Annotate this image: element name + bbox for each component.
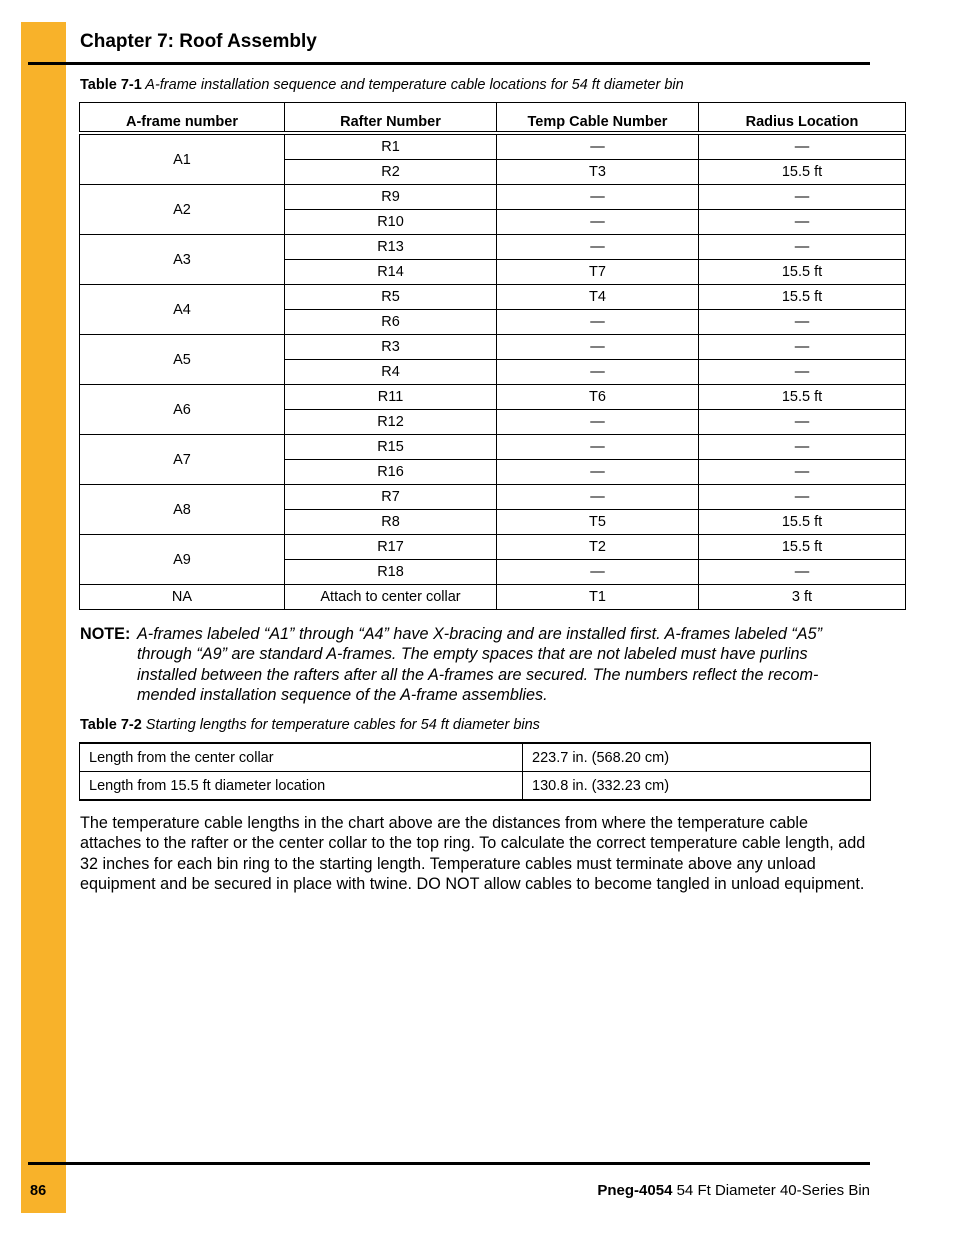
note-label: NOTE:	[80, 625, 131, 643]
radius-location-cell: 15.5 ft	[699, 510, 906, 535]
table-row	[80, 585, 906, 610]
table1-caption	[80, 77, 684, 93]
table-row	[80, 772, 871, 801]
table1-body	[80, 133, 906, 610]
table1-header-row	[80, 103, 906, 134]
table-row	[80, 185, 906, 210]
aframe-number-cell: A1	[80, 133, 285, 185]
rafter-number-cell: R3	[285, 335, 497, 360]
table-row	[80, 133, 906, 160]
aframe-number-cell: A8	[80, 485, 285, 535]
cable-length-label: Length from the center collar	[80, 743, 523, 772]
temp-cable-cell: T1	[497, 585, 699, 610]
radius-location-cell: —	[699, 133, 906, 160]
rafter-number-cell: R2	[285, 160, 497, 185]
rafter-number-cell: R1	[285, 133, 497, 160]
temp-cable-cell: —	[497, 435, 699, 460]
temp-cable-cell: T5	[497, 510, 699, 535]
aframe-sequence-table	[79, 102, 906, 610]
temp-cable-cell: T7	[497, 260, 699, 285]
radius-location-cell: 15.5 ft	[699, 260, 906, 285]
rafter-number-cell: R17	[285, 535, 497, 560]
temp-cable-cell: —	[497, 335, 699, 360]
table-row	[80, 285, 906, 310]
temp-cable-cell: —	[497, 485, 699, 510]
temp-cable-cell: —	[497, 360, 699, 385]
aframe-number-cell: NA	[80, 585, 285, 610]
radius-location-cell: —	[699, 235, 906, 260]
radius-location-cell: 15.5 ft	[699, 160, 906, 185]
aframe-number-cell: A6	[80, 385, 285, 435]
note-text: A-frames labeled “A1” through “A4” have X-bracing and are installed first. A-frames labeled “A5” through “A9” are standard A-frames. The empty spaces that are not labeled must have purlins installed between the rafters after all the A-frames are secured. The numbers reflect the recom-mended installation sequence of the A-frame assemblies.	[137, 625, 822, 704]
radius-location-cell: —	[699, 360, 906, 385]
radius-location-cell: —	[699, 335, 906, 360]
radius-location-cell: —	[699, 410, 906, 435]
radius-location-cell: 15.5 ft	[699, 385, 906, 410]
table2-caption-text: Starting lengths for temperature cables for 54 ft diameter bins	[141, 717, 540, 733]
aframe-number-cell: A5	[80, 335, 285, 385]
temp-cable-cell: T3	[497, 160, 699, 185]
radius-location-cell: —	[699, 310, 906, 335]
col-header-aframe: A-frame number	[80, 103, 285, 134]
aframe-number-cell: A2	[80, 185, 285, 235]
table2-caption-label: Table 7-2	[80, 717, 142, 733]
chapter-title: Chapter 7: Roof Assembly	[80, 31, 317, 52]
rafter-number-cell: R13	[285, 235, 497, 260]
table1-caption-text: A-frame installation sequence and temperature cable locations for 54 ft diameter bin	[141, 77, 684, 93]
temp-cable-cell: —	[497, 460, 699, 485]
rafter-number-cell: R18	[285, 560, 497, 585]
rafter-number-cell: R10	[285, 210, 497, 235]
temp-cable-cell: —	[497, 185, 699, 210]
table1-caption-label: Table 7-1	[80, 77, 142, 93]
footer-doc-id: Pneg-4054	[597, 1182, 673, 1199]
radius-location-cell: —	[699, 560, 906, 585]
rafter-number-cell: R7	[285, 485, 497, 510]
cable-length-value: 223.7 in. (568.20 cm)	[523, 743, 871, 772]
table-row	[80, 435, 906, 460]
footer-doc-name: 54 Ft Diameter 40-Series Bin	[672, 1182, 870, 1199]
footer-rule	[28, 1162, 870, 1165]
temp-cable-cell: T4	[497, 285, 699, 310]
cable-lengths-table	[79, 742, 871, 801]
aframe-number-cell: A4	[80, 285, 285, 335]
col-header-temp-cable: Temp Cable Number	[497, 103, 699, 134]
radius-location-cell: 15.5 ft	[699, 285, 906, 310]
radius-location-cell: 15.5 ft	[699, 535, 906, 560]
cable-length-value: 130.8 in. (332.23 cm)	[523, 772, 871, 801]
rafter-number-cell: R6	[285, 310, 497, 335]
temp-cable-cell: —	[497, 410, 699, 435]
rafter-number-cell: R11	[285, 385, 497, 410]
rafter-number-cell: R14	[285, 260, 497, 285]
radius-location-cell: —	[699, 435, 906, 460]
temp-cable-cell: —	[497, 310, 699, 335]
radius-location-cell: —	[699, 185, 906, 210]
aframe-number-cell: A9	[80, 535, 285, 585]
radius-location-cell: —	[699, 210, 906, 235]
rafter-number-cell: R15	[285, 435, 497, 460]
temp-cable-cell: —	[497, 133, 699, 160]
aframe-number-cell: A7	[80, 435, 285, 485]
temp-cable-cell: T6	[497, 385, 699, 410]
temp-cable-cell: —	[497, 235, 699, 260]
col-header-radius: Radius Location	[699, 103, 906, 134]
rafter-number-cell: R9	[285, 185, 497, 210]
chapter-sidebar-tab	[21, 22, 66, 1213]
radius-location-cell: —	[699, 485, 906, 510]
col-header-rafter: Rafter Number	[285, 103, 497, 134]
header-rule	[28, 62, 870, 65]
rafter-number-cell: R12	[285, 410, 497, 435]
temp-cable-cell: T2	[497, 535, 699, 560]
rafter-number-cell: R5	[285, 285, 497, 310]
aframe-number-cell: A3	[80, 235, 285, 285]
radius-location-cell: 3 ft	[699, 585, 906, 610]
table-row	[80, 535, 906, 560]
table-row	[80, 335, 906, 360]
table-row	[80, 485, 906, 510]
rafter-number-cell: R8	[285, 510, 497, 535]
rafter-number-cell: R16	[285, 460, 497, 485]
table2-caption	[80, 717, 540, 733]
table-row	[80, 743, 871, 772]
table-row	[80, 385, 906, 410]
temperature-cable-paragraph: The temperature cable lengths in the chart above are the distances from where the temperature cable attaches to the rafter or the center collar to the top ring. To calculate the correct temperature cable length, add 32 inches for each bin ring to the starting length. Temperature cables must terminate above any unload equipment and be secured in place with twine. DO NOT allow cables to become tangled in unload equipment.	[80, 814, 866, 893]
installation-note	[80, 624, 870, 705]
page-number: 86	[30, 1183, 47, 1199]
cable-length-label: Length from 15.5 ft diameter location	[80, 772, 523, 801]
radius-location-cell: —	[699, 460, 906, 485]
table-row	[80, 235, 906, 260]
rafter-number-cell: Attach to center collar	[285, 585, 497, 610]
temp-cable-cell: —	[497, 560, 699, 585]
footer-document-title	[597, 1182, 870, 1199]
temp-cable-cell: —	[497, 210, 699, 235]
rafter-number-cell: R4	[285, 360, 497, 385]
